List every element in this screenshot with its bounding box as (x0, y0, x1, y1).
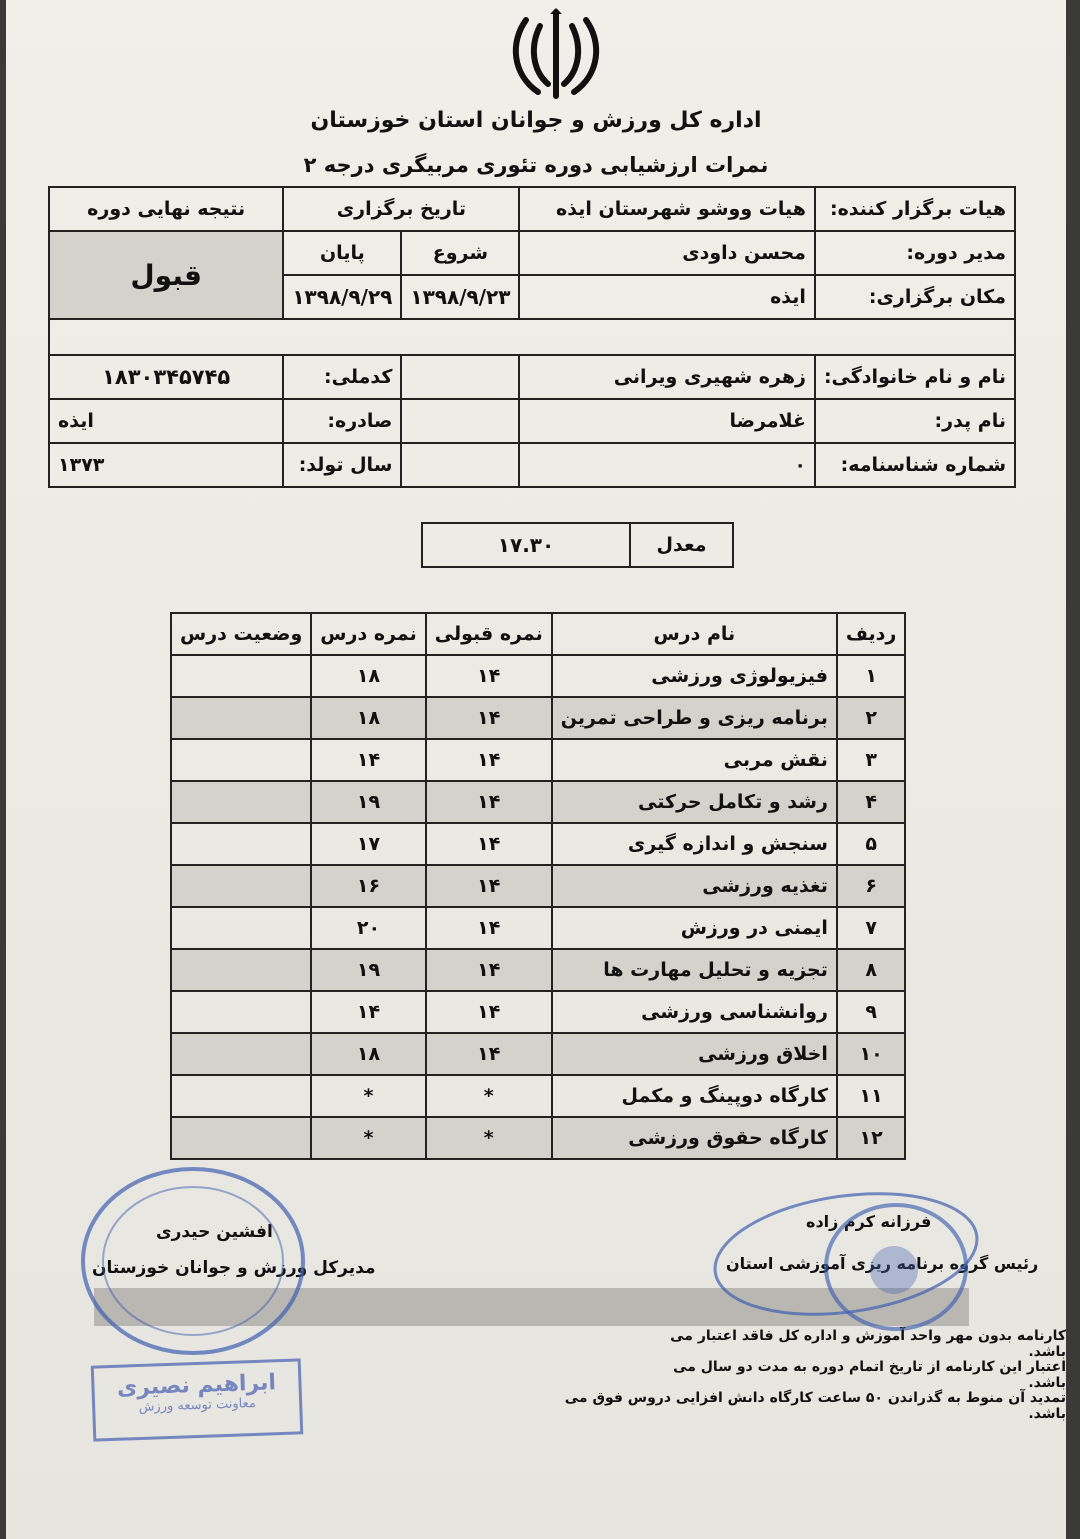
row-number: ۱۲ (837, 1117, 905, 1159)
course-name: سنجش و اندازه گیری (552, 823, 837, 865)
end-date: ۱۳۹۸/۹/۲۹ (283, 275, 401, 319)
pass-score: ۱۴ (426, 739, 552, 781)
course-score: ۱۶ (311, 865, 425, 907)
course-score: ۱۷ (311, 823, 425, 865)
col-header-pass: نمره قبولی (426, 613, 552, 655)
row-number: ۸ (837, 949, 905, 991)
rectangular-stamp (91, 1358, 304, 1441)
venue-label: مکان برگزاری: (815, 275, 1015, 319)
course-status (171, 865, 311, 907)
end-label: پایان (283, 231, 401, 275)
table-row (171, 1075, 905, 1117)
page-subtitle: نمرات ارزشیابی دوره تئوری مربیگری درجه ۲ (303, 153, 769, 177)
national-code-label: کدملی: (283, 355, 401, 399)
right-signer-name: فرزانه کرم زاده (806, 1212, 932, 1231)
issued-label: صادره: (283, 399, 401, 443)
course-name: فیزیولوژی ورزشی (552, 655, 837, 697)
id-value: ۰ (519, 443, 814, 487)
row-number: ۹ (837, 991, 905, 1033)
row-number: ۶ (837, 865, 905, 907)
table-row (171, 949, 905, 991)
course-status (171, 697, 311, 739)
pass-score: ۱۴ (426, 655, 552, 697)
stamp-subtitle: معاونت توسعه ورزش (138, 1395, 257, 1416)
course-score: ۱۹ (311, 949, 425, 991)
course-score: * (311, 1117, 425, 1159)
course-status (171, 655, 311, 697)
pass-score: * (426, 1117, 552, 1159)
pass-score: * (426, 1075, 552, 1117)
empty-cell (401, 443, 519, 487)
course-score: * (311, 1075, 425, 1117)
course-name: اخلاق ورزشی (552, 1033, 837, 1075)
result-header: نتیجه نهایی دوره (49, 187, 283, 231)
row-number: ۴ (837, 781, 905, 823)
empty-cell (401, 399, 519, 443)
birth-year-label: سال تولد: (283, 443, 401, 487)
pass-score: ۱۴ (426, 697, 552, 739)
course-score: ۱۸ (311, 655, 425, 697)
average-label: معدل (630, 523, 733, 567)
course-name: تغذیه ورزشی (552, 865, 837, 907)
row-number: ۱۰ (837, 1033, 905, 1075)
table-row (171, 823, 905, 865)
spacer-row (49, 319, 1015, 355)
row-number: ۳ (837, 739, 905, 781)
start-label: شروع (401, 231, 519, 275)
certificate-page (6, 0, 1066, 1539)
table-row (171, 865, 905, 907)
table-row (171, 655, 905, 697)
pass-score: ۱۴ (426, 991, 552, 1033)
course-status (171, 781, 311, 823)
course-status (171, 907, 311, 949)
course-name: رشد و تکامل حرکتی (552, 781, 837, 823)
pass-score: ۱۴ (426, 865, 552, 907)
father-value: غلامرضا (519, 399, 814, 443)
course-status (171, 991, 311, 1033)
course-score: ۲۰ (311, 907, 425, 949)
course-status (171, 1033, 311, 1075)
oval-stamp-icon (696, 1172, 986, 1342)
left-signer-name: افشین حیدری (156, 1222, 273, 1242)
table-row (171, 991, 905, 1033)
grades-table (170, 612, 906, 1160)
left-signer-title: مدیرکل ورزش و جوانان خوزستان (92, 1258, 376, 1278)
pass-score: ۱۴ (426, 781, 552, 823)
birth-year-value: ۱۳۷۳ (49, 443, 283, 487)
col-header-score: نمره درس (311, 613, 425, 655)
row-number: ۲ (837, 697, 905, 739)
empty-cell (401, 355, 519, 399)
table-row (171, 1033, 905, 1075)
course-name: تجزیه و تحلیل مهارت ها (552, 949, 837, 991)
course-status (171, 823, 311, 865)
course-status (171, 739, 311, 781)
pass-score: ۱۴ (426, 823, 552, 865)
col-header-status: وضعیت درس (171, 613, 311, 655)
organizer-label: هیات برگزار کننده: (815, 187, 1015, 231)
course-name: کارگاه دوپینگ و مکمل (552, 1075, 837, 1117)
course-name: روانشناسی ورزشی (552, 991, 837, 1033)
course-status (171, 949, 311, 991)
table-row (171, 907, 905, 949)
row-number: ۱ (837, 655, 905, 697)
course-score: ۱۸ (311, 697, 425, 739)
course-name: برنامه ریزی و طراحی تمرین (552, 697, 837, 739)
col-header-row: ردیف (837, 613, 905, 655)
national-code-value: ۱۸۳۰۳۴۵۷۴۵ (49, 355, 283, 399)
table-row (171, 697, 905, 739)
page-title: اداره کل ورزش و جوانان استان خوزستان (310, 108, 762, 133)
name-label: نام و نام خانوادگی: (815, 355, 1015, 399)
course-score: ۱۴ (311, 739, 425, 781)
row-number: ۷ (837, 907, 905, 949)
venue-value: ایذه (519, 275, 814, 319)
course-name: نقش مربی (552, 739, 837, 781)
course-score: ۱۹ (311, 781, 425, 823)
id-label: شماره شناسنامه: (815, 443, 1015, 487)
course-score: ۱۴ (311, 991, 425, 1033)
round-stamp-icon (68, 1156, 328, 1366)
name-value: زهره شهیری ویرانی (519, 355, 814, 399)
average-table (421, 522, 734, 568)
col-header-course: نام درس (552, 613, 837, 655)
note-1: کارنامه بدون مهر واحد آموزش و اداره کل فاقد اعتبار می باشد. (670, 1328, 1066, 1360)
course-name: کارگاه حقوق ورزشی (552, 1117, 837, 1159)
table-row (171, 781, 905, 823)
course-name: ایمنی در ورزش (552, 907, 837, 949)
pass-score: ۱۴ (426, 907, 552, 949)
table-row (171, 1117, 905, 1159)
note-2: اعتبار این کارنامه از تاریخ اتمام دوره به مدت دو سال می باشد. (673, 1359, 1066, 1391)
pass-score: ۱۴ (426, 949, 552, 991)
row-number: ۱۱ (837, 1075, 905, 1117)
course-info-table (48, 186, 1016, 488)
pass-score: ۱۴ (426, 1033, 552, 1075)
date-header: تاریخ برگزاری (283, 187, 519, 231)
issued-value: ایذه (49, 399, 283, 443)
course-status (171, 1075, 311, 1117)
start-date: ۱۳۹۸/۹/۲۳ (401, 275, 519, 319)
course-status (171, 1117, 311, 1159)
right-signer-title: رئیس گروه برنامه ریزی آموزشی استان (726, 1254, 1039, 1273)
organizer-value: هیات ووشو شهرستان ایذه (519, 187, 814, 231)
result-value: قبول (49, 231, 283, 319)
average-value: ۱۷.۳۰ (422, 523, 630, 567)
manager-label: مدیر دوره: (815, 231, 1015, 275)
manager-value: محسن داودی (519, 231, 814, 275)
row-number: ۵ (837, 823, 905, 865)
table-row (171, 739, 905, 781)
father-label: نام پدر: (815, 399, 1015, 443)
stamp-name: ابراهیم نصیری (116, 1370, 277, 1401)
iran-emblem-icon (504, 8, 608, 100)
note-3: تمدید آن منوط به گذراندن ۵۰ ساعت کارگاه دانش افزایی دروس فوق می باشد. (564, 1390, 1066, 1422)
course-score: ۱۸ (311, 1033, 425, 1075)
